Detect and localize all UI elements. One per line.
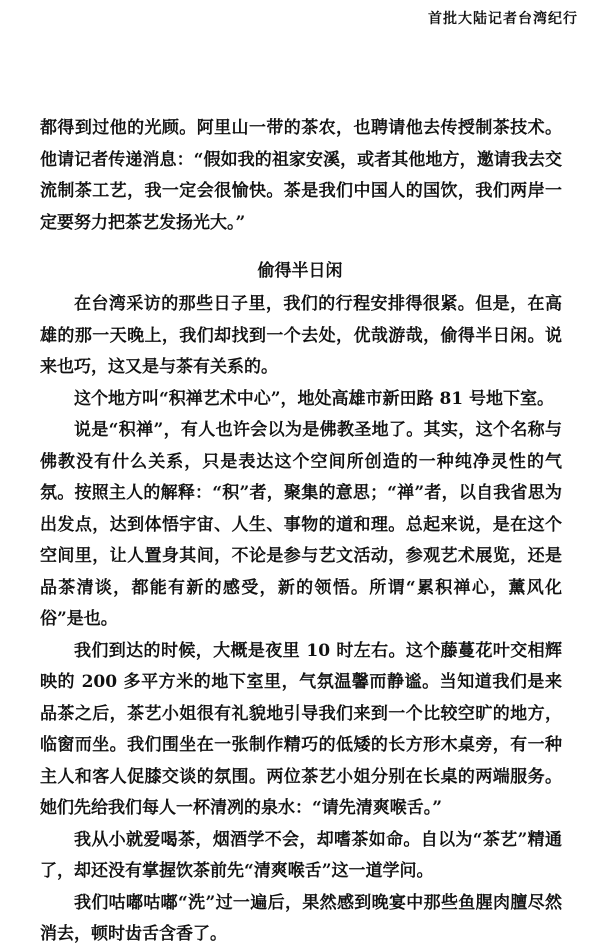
paragraph: 在台湾采访的那些日子里，我们的行程安排得很紧。但是，在高雄的那一天晚上，我们却找到一个去处，优哉游哉，偷得半日闲。说来也巧，这又是与茶有关系的。 (40, 294, 562, 377)
paragraph: 这个地方叫“积禅艺术中心”，地处高雄市新田路 81 号地下室。 (74, 388, 555, 409)
paragraph: 我们到达的时候，大概是夜里 10 时左右。这个藤蔓花叶交相辉映的 200 多平方米的地下室里，气氛温馨而静谧。当知道我们是来品茶之后，茶艺小姐很有礼貌地引导我们来到一个比较空旷的地方，临窗而坐。我们围坐在一张制作精巧的低矮的长方形木桌旁，有一种主人和客人促膝交谈的氛围。两位茶艺小姐分别在长桌的两端服务。她们先给我们每人一杯清冽的泉水：“请先清爽喉舌。” (40, 640, 562, 818)
section-title: 偷得半日闲 (257, 261, 343, 281)
continued-paragraph: 都得到过他的光顾。阿里山一带的茶农，也聘请他去传授制茶技术。他请记者传递消息：“假如我的祖家安溪，或者其他地方，邀请我去交流制茶工艺，我一定会很愉快。茶是我们中国人的国饮，我们两岸一定要努力把茶艺发扬光大。” (40, 118, 562, 233)
paragraph: 我们咕嘟咕嘟“洗”过一遍后，果然感到晚宴中那些鱼腥肉膻尽然消去，顿时齿舌含香了。 (40, 892, 562, 944)
continued-text-block (40, 113, 562, 239)
section-body (40, 289, 562, 951)
paragraph: 说是“积禅”，有人也许会以为是佛教圣地了。其实，这个名称与佛教没有什么关系，只是表达这个空间所创造的一种纯净灵性的气氛。按照主人的解释：“积”者，聚集的意思；“禅”者，以自我省思为出发点，达到体悟宇宙、人生、事物的道和理。总起来说，是在这个空间里，让人置身其间，不论是参与艺文活动，参观艺术展览，还是品茶清谈，都能有新的感受，新的领悟。所谓“累积禅心，薰风化俗”是也。 (40, 420, 562, 629)
paragraph: 我从小就爱喝茶，烟酒学不会，却嗜茶如命。自以为“茶艺”精通了，却还没有掌握饮茶前先“清爽喉舌”这一道学问。 (40, 829, 562, 881)
running-header: 首批大陆记者台湾纪行 (428, 11, 578, 27)
